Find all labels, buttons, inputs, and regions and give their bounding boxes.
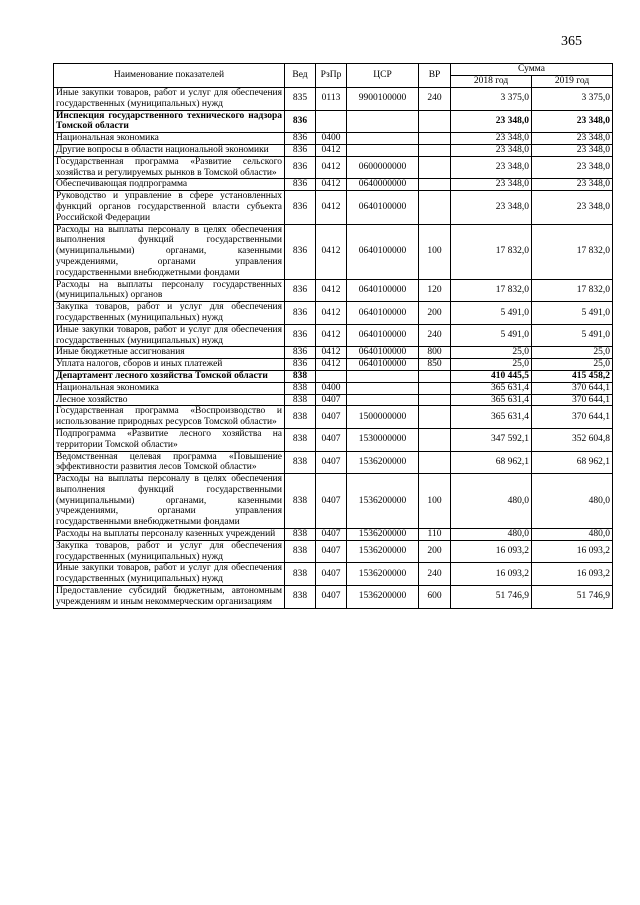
row-name: Расходы на выплаты персоналу в целях обеспечения выполнения функций государственными (муниципальными) органами, казенными учреждениями, органами управления государственными внебюджетными фондами: [54, 474, 285, 529]
table-row: [54, 382, 613, 394]
row-rzpr: 0412: [316, 279, 347, 302]
row-ved: 838: [285, 529, 316, 541]
row-csr: 0640000000: [347, 179, 419, 191]
row-sum-2019: 23 348,0: [532, 110, 613, 133]
row-ved: 836: [285, 279, 316, 302]
row-name: Иные бюджетные ассигнования: [54, 347, 285, 359]
row-vr: 100: [419, 474, 451, 529]
row-sum-2019: 415 458,2: [532, 370, 613, 382]
row-name: Расходы на выплаты персоналу в целях обеспечения выполнения функций государственными (муниципальными) органами, казенными учреждениями, органами управления государственными внебюджетными фондами: [54, 224, 285, 279]
row-csr: 0640100000: [347, 302, 419, 325]
budget-table: [53, 63, 613, 609]
row-sum-2018: 365 631,4: [451, 382, 532, 394]
row-sum-2019: 68 962,1: [532, 451, 613, 474]
row-sum-2018: 16 093,2: [451, 563, 532, 586]
header-2018: 2018 год: [451, 76, 532, 88]
row-sum-2019: 352 604,8: [532, 428, 613, 451]
row-ved: 836: [285, 224, 316, 279]
row-ved: 836: [285, 191, 316, 224]
row-sum-2018: 365 631,4: [451, 406, 532, 429]
row-rzpr: 0407: [316, 474, 347, 529]
row-rzpr: 0412: [316, 191, 347, 224]
row-sum-2019: 5 491,0: [532, 302, 613, 325]
row-sum-2018: 5 491,0: [451, 324, 532, 347]
row-vr: 240: [419, 563, 451, 586]
row-sum-2019: 25,0: [532, 347, 613, 359]
row-sum-2019: 17 832,0: [532, 224, 613, 279]
table-row: [54, 451, 613, 474]
row-rzpr: 0412: [316, 179, 347, 191]
row-rzpr: 0412: [316, 224, 347, 279]
row-name: Обеспечивающая подпрограмма: [54, 179, 285, 191]
row-ved: 836: [285, 133, 316, 145]
row-csr: 1536200000: [347, 586, 419, 609]
table-row: [54, 110, 613, 133]
row-ved: 836: [285, 110, 316, 133]
row-csr: 0600000000: [347, 156, 419, 179]
row-sum-2018: 23 348,0: [451, 179, 532, 191]
row-sum-2019: 480,0: [532, 529, 613, 541]
row-vr: 850: [419, 359, 451, 371]
row-ved: 838: [285, 563, 316, 586]
row-rzpr: 0400: [316, 382, 347, 394]
row-name: Подпрограмма «Развитие лесного хозяйства на территории Томской области»: [54, 428, 285, 451]
row-rzpr: 0400: [316, 133, 347, 145]
row-name: Департамент лесного хозяйства Томской области: [54, 370, 285, 382]
row-sum-2019: 23 348,0: [532, 156, 613, 179]
table-row: [54, 224, 613, 279]
row-vr: [419, 394, 451, 406]
row-rzpr: 0407: [316, 428, 347, 451]
table-row: [54, 359, 613, 371]
table-row: [54, 279, 613, 302]
row-rzpr: 0412: [316, 359, 347, 371]
row-csr: 0640100000: [347, 359, 419, 371]
header-vr: ВР: [419, 64, 451, 88]
table-row: [54, 474, 613, 529]
row-sum-2019: 17 832,0: [532, 279, 613, 302]
row-ved: 836: [285, 156, 316, 179]
row-vr: [419, 451, 451, 474]
row-csr: 0640100000: [347, 279, 419, 302]
row-vr: [419, 428, 451, 451]
row-csr: 1536200000: [347, 563, 419, 586]
row-rzpr: 0412: [316, 347, 347, 359]
row-ved: 838: [285, 474, 316, 529]
row-csr: 0640100000: [347, 224, 419, 279]
row-vr: 110: [419, 529, 451, 541]
row-sum-2019: 51 746,9: [532, 586, 613, 609]
row-name: Расходы на выплаты персоналу государственных (муниципальных) органов: [54, 279, 285, 302]
row-sum-2019: 480,0: [532, 474, 613, 529]
row-name: Другие вопросы в области национальной экономики: [54, 144, 285, 156]
row-name: Уплата налогов, сборов и иных платежей: [54, 359, 285, 371]
row-vr: 600: [419, 586, 451, 609]
header-2019: 2019 год: [532, 76, 613, 88]
row-ved: 836: [285, 324, 316, 347]
table-row: [54, 302, 613, 325]
row-sum-2018: 51 746,9: [451, 586, 532, 609]
row-ved: 836: [285, 144, 316, 156]
row-sum-2018: 23 348,0: [451, 110, 532, 133]
header-sum: Сумма: [451, 64, 613, 76]
row-sum-2018: 347 592,1: [451, 428, 532, 451]
row-sum-2019: 370 644,1: [532, 382, 613, 394]
row-name: Государственная программа «Развитие сельского хозяйства и регулируемых рынков в Томской области»: [54, 156, 285, 179]
row-sum-2018: 480,0: [451, 474, 532, 529]
row-sum-2018: 3 375,0: [451, 88, 532, 111]
row-vr: 100: [419, 224, 451, 279]
row-sum-2019: 16 093,2: [532, 540, 613, 563]
row-vr: [419, 133, 451, 145]
row-name: Инспекция государственного технического надзора Томской области: [54, 110, 285, 133]
row-rzpr: 0407: [316, 394, 347, 406]
table-row: [54, 394, 613, 406]
row-sum-2018: 25,0: [451, 359, 532, 371]
table-row: [54, 156, 613, 179]
table-row: [54, 428, 613, 451]
table-row: [54, 586, 613, 609]
row-sum-2019: 23 348,0: [532, 133, 613, 145]
row-rzpr: 0407: [316, 406, 347, 429]
row-sum-2018: 410 445,5: [451, 370, 532, 382]
row-vr: [419, 179, 451, 191]
row-rzpr: 0407: [316, 586, 347, 609]
row-sum-2019: 23 348,0: [532, 179, 613, 191]
row-csr: 1536200000: [347, 474, 419, 529]
row-sum-2018: 23 348,0: [451, 191, 532, 224]
row-vr: 200: [419, 302, 451, 325]
row-sum-2018: 17 832,0: [451, 279, 532, 302]
row-csr: 1500000000: [347, 406, 419, 429]
row-sum-2018: 68 962,1: [451, 451, 532, 474]
header-rzpr: РзПр: [316, 64, 347, 88]
row-rzpr: 0412: [316, 302, 347, 325]
row-rzpr: 0407: [316, 563, 347, 586]
table-row: [54, 540, 613, 563]
row-csr: [347, 370, 419, 382]
row-vr: [419, 191, 451, 224]
row-vr: [419, 382, 451, 394]
row-sum-2018: 25,0: [451, 347, 532, 359]
row-csr: 1536200000: [347, 451, 419, 474]
row-csr: 0640100000: [347, 324, 419, 347]
row-rzpr: [316, 110, 347, 133]
row-vr: [419, 406, 451, 429]
row-rzpr: [316, 370, 347, 382]
table-row: [54, 133, 613, 145]
table-row: [54, 88, 613, 111]
row-csr: 1536200000: [347, 529, 419, 541]
row-name: Руководство и управление в сфере установленных функций органов государственной власти субъекта Российской Федерации: [54, 191, 285, 224]
row-sum-2018: 480,0: [451, 529, 532, 541]
row-sum-2019: 16 093,2: [532, 563, 613, 586]
row-vr: 200: [419, 540, 451, 563]
row-sum-2018: 16 093,2: [451, 540, 532, 563]
header-ved: Вед: [285, 64, 316, 88]
row-ved: 838: [285, 428, 316, 451]
row-sum-2018: 5 491,0: [451, 302, 532, 325]
row-ved: 838: [285, 451, 316, 474]
table-row: [54, 191, 613, 224]
row-csr: [347, 394, 419, 406]
row-vr: [419, 370, 451, 382]
row-vr: [419, 110, 451, 133]
row-sum-2019: 370 644,1: [532, 394, 613, 406]
row-sum-2018: 17 832,0: [451, 224, 532, 279]
row-name: Национальная экономика: [54, 133, 285, 145]
row-name: Лесное хозяйство: [54, 394, 285, 406]
header-name: Наименование показателей: [54, 64, 285, 88]
table-row: [54, 144, 613, 156]
row-sum-2019: 23 348,0: [532, 144, 613, 156]
row-sum-2019: 3 375,0: [532, 88, 613, 111]
row-ved: 836: [285, 179, 316, 191]
row-sum-2018: 23 348,0: [451, 144, 532, 156]
row-sum-2019: 25,0: [532, 359, 613, 371]
row-ved: 838: [285, 540, 316, 563]
row-sum-2019: 23 348,0: [532, 191, 613, 224]
row-name: Иные закупки товаров, работ и услуг для обеспечения государственных (муниципальных) нужд: [54, 563, 285, 586]
row-vr: [419, 156, 451, 179]
row-csr: [347, 144, 419, 156]
row-rzpr: 0407: [316, 540, 347, 563]
row-name: Ведомственная целевая программа «Повышение эффективности развития лесов Томской области»: [54, 451, 285, 474]
row-name: Закупка товаров, работ и услуг для обеспечения государственных (муниципальных) нужд: [54, 302, 285, 325]
row-vr: 240: [419, 324, 451, 347]
table-row: [54, 324, 613, 347]
row-name: Закупка товаров, работ и услуг для обеспечения государственных (муниципальных) нужд: [54, 540, 285, 563]
row-rzpr: 0412: [316, 324, 347, 347]
row-csr: 0640100000: [347, 347, 419, 359]
row-name: Государственная программа «Воспроизводство и использование природных ресурсов Томской области»: [54, 406, 285, 429]
row-csr: [347, 110, 419, 133]
row-csr: 1536200000: [347, 540, 419, 563]
header-csr: ЦСР: [347, 64, 419, 88]
page-number: 365: [561, 34, 582, 49]
row-rzpr: 0412: [316, 156, 347, 179]
row-name: Иные закупки товаров, работ и услуг для обеспечения государственных (муниципальных) нужд: [54, 324, 285, 347]
table-row: [54, 347, 613, 359]
row-name: Иные закупки товаров, работ и услуг для обеспечения государственных (муниципальных) нужд: [54, 88, 285, 111]
table-row: [54, 406, 613, 429]
row-ved: 836: [285, 359, 316, 371]
row-ved: 838: [285, 370, 316, 382]
row-csr: [347, 382, 419, 394]
row-sum-2018: 365 631,4: [451, 394, 532, 406]
table-row: [54, 370, 613, 382]
row-name: Расходы на выплаты персоналу казенных учреждений: [54, 529, 285, 541]
table-row: [54, 529, 613, 541]
row-sum-2019: 5 491,0: [532, 324, 613, 347]
table-body: [54, 88, 613, 609]
row-csr: 9900100000: [347, 88, 419, 111]
row-ved: 838: [285, 586, 316, 609]
row-sum-2018: 23 348,0: [451, 133, 532, 145]
row-ved: 838: [285, 406, 316, 429]
row-ved: 835: [285, 88, 316, 111]
row-rzpr: 0407: [316, 529, 347, 541]
row-ved: 836: [285, 302, 316, 325]
row-sum-2019: 370 644,1: [532, 406, 613, 429]
row-vr: 120: [419, 279, 451, 302]
row-vr: 800: [419, 347, 451, 359]
row-vr: [419, 144, 451, 156]
table-row: [54, 179, 613, 191]
row-name: Предоставление субсидий бюджетным, автономным учреждениям и иным некоммерческим организациям: [54, 586, 285, 609]
row-ved: 838: [285, 382, 316, 394]
row-csr: [347, 133, 419, 145]
row-csr: 1530000000: [347, 428, 419, 451]
row-ved: 836: [285, 347, 316, 359]
row-rzpr: 0113: [316, 88, 347, 111]
row-csr: 0640100000: [347, 191, 419, 224]
row-sum-2018: 23 348,0: [451, 156, 532, 179]
row-ved: 838: [285, 394, 316, 406]
row-vr: 240: [419, 88, 451, 111]
row-rzpr: 0412: [316, 144, 347, 156]
row-rzpr: 0407: [316, 451, 347, 474]
table-row: [54, 563, 613, 586]
row-name: Национальная экономика: [54, 382, 285, 394]
